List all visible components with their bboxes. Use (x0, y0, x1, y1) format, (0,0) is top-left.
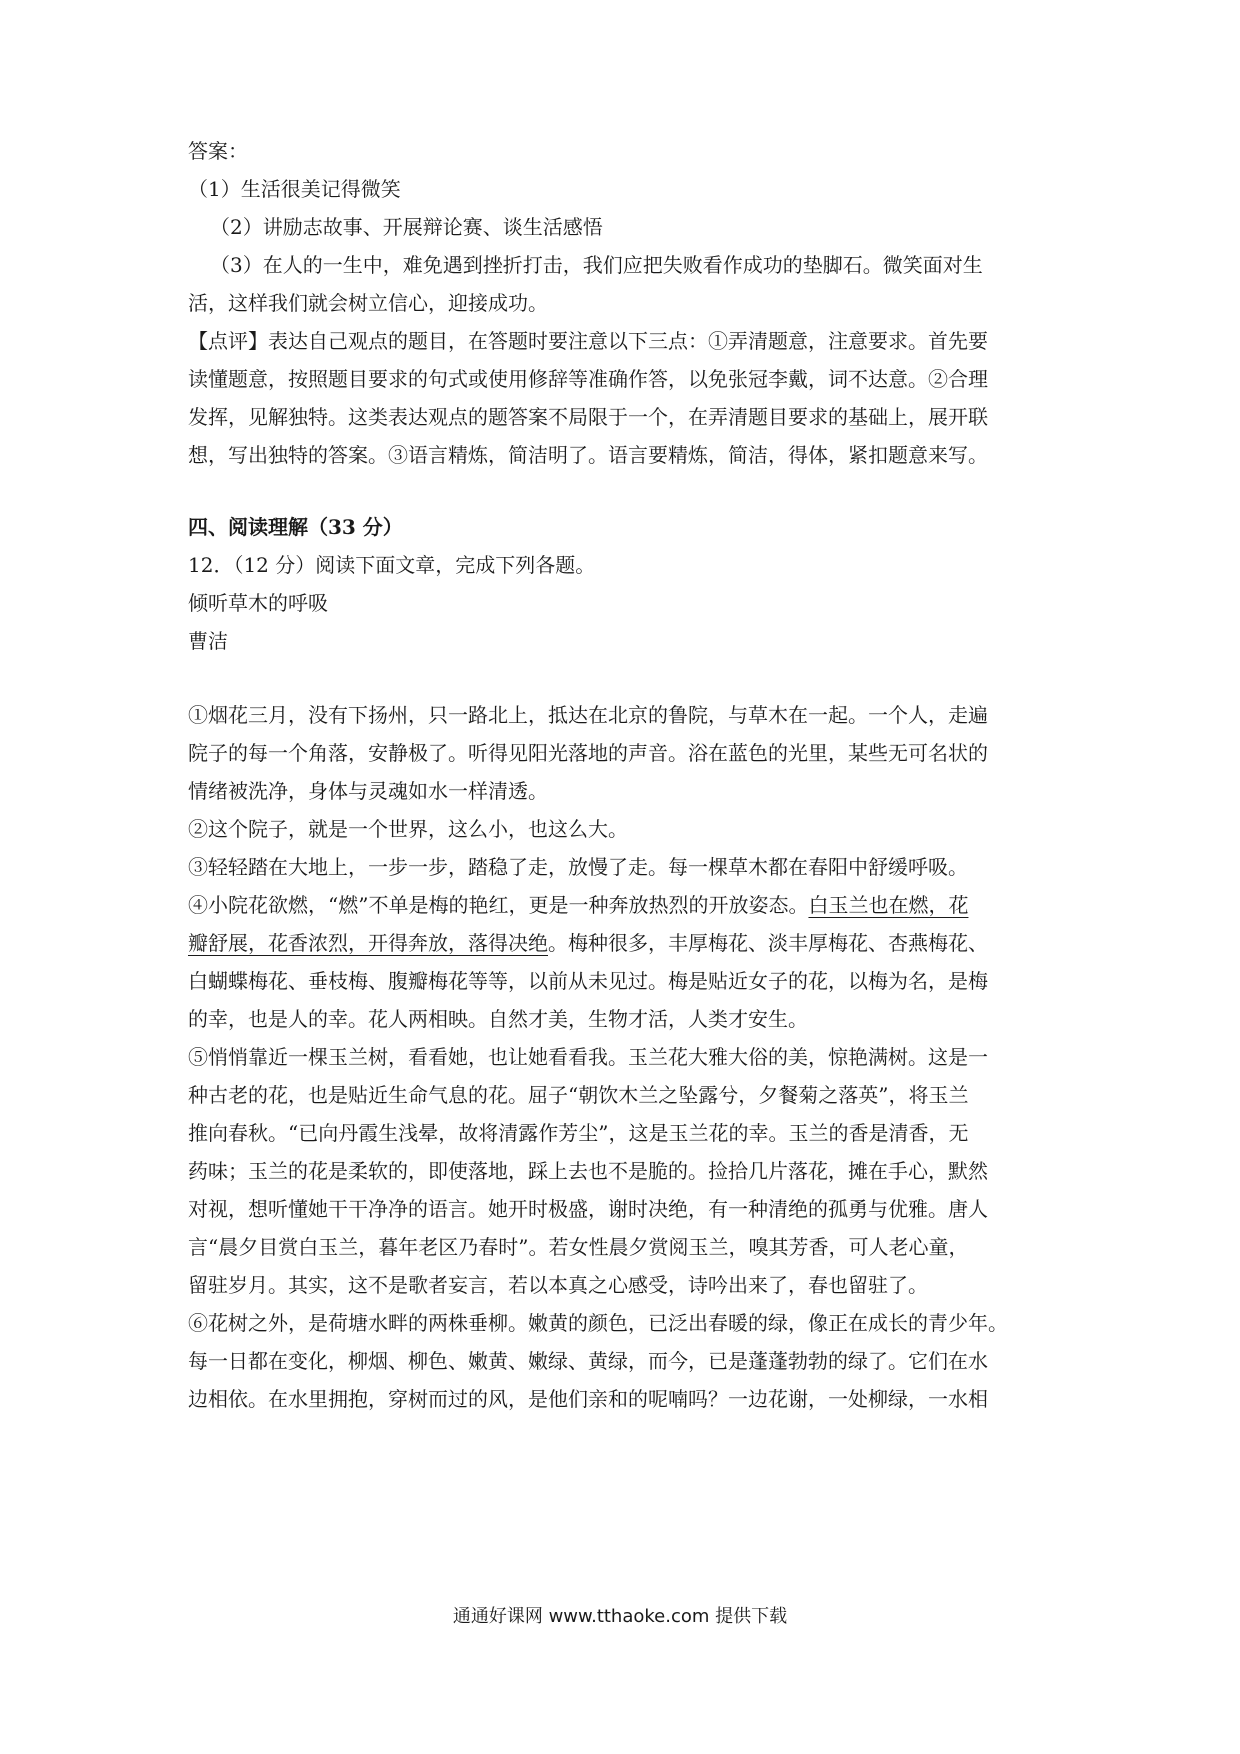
p5-line-3: 推向春秋。“已向丹霞生浅晕，故将清露作芳尘”，这是玉兰花的幸。玉兰的香是清香，无 (188, 1121, 969, 1145)
p4-line-1-plain: ④小院花欲燃，“燃”不单是梅的艳红，更是一种奔放热烈的开放姿态。 (188, 893, 809, 917)
p1-line-1: ①烟花三月，没有下扬州，只一路北上，抵达在北京的鲁院，与草木在一起。一个人，走遍 (188, 703, 988, 727)
comment-line-1: 【点评】表达自己观点的题目，在答题时要注意以下三点：①弄清题意，注意要求。首先要 (188, 329, 988, 353)
answer-heading: 答案： (188, 139, 248, 163)
comment-line-3: 发挥，见解独特。这类表达观点的题答案不局限于一个，在弄清题目要求的基础上，展开联 (188, 405, 988, 429)
p6-line-2: 每一日都在变化，柳烟、柳色、嫩黄、嫩绿、黄绿，而今，已是蓬蓬勃勃的绿了。它们在水 (188, 1349, 988, 1373)
p1-line-2: 院子的每一个角落，安静极了。听得见阳光落地的声音。浴在蓝色的光里，某些无可名状的 (188, 741, 988, 765)
comment-line-2: 读懂题意，按照题目要求的句式或使用修辞等准确作答，以免张冠李戴，词不达意。②合理 (188, 367, 988, 391)
answer-item-3-cont: 活，这样我们就会树立信心，迎接成功。 (188, 291, 548, 315)
p4-underlined-sentence-start: 白玉兰也在燃，花 (808, 893, 969, 917)
p6-line-1: ⑥花树之外，是荷塘水畔的两株垂柳。嫩黄的颜色，已泛出春暖的绿，像正在成长的青少年。 (188, 1311, 1008, 1335)
article-author: 曹洁 (188, 629, 228, 653)
p1-line-3: 情绪被洗净，身体与灵魂如水一样清透。 (188, 779, 548, 803)
p4-line-3: 白蝴蝶梅花、垂枝梅、腹瓣梅花等等，以前从未见过。梅是贴近女子的花，以梅为名，是梅 (188, 969, 988, 993)
page-footer: 通通好课网 www.tthaoke.com 提供下载 (452, 1606, 788, 1627)
p3-line: ③轻轻踏在大地上，一步一步，踏稳了走，放慢了走。每一棵草木都在春阳中舒缓呼吸。 (188, 855, 968, 879)
section-title: 四、阅读理解（33 分） (188, 515, 403, 539)
p2-line: ②这个院子，就是一个世界，这么小，也这么大。 (188, 817, 628, 841)
p4-line-2 (188, 928, 1063, 958)
p5-line-7: 留驻岁月。其实，这不是歌者妄言，若以本真之心感受，诗吟出来了，春也留驻了。 (188, 1273, 928, 1297)
answer-item-1: （1）生活很美记得微笑 (188, 177, 401, 201)
p5-line-1: ⑤悄悄靠近一棵玉兰树，看看她，也让她看看我。玉兰花大雅大俗的美，惊艳满树。这是一 (188, 1045, 988, 1069)
question-stem: 12．（12 分）阅读下面文章，完成下列各题。 (188, 553, 596, 577)
p4-line-2-plain: 。梅种很多，丰厚梅花、淡丰厚梅花、杏燕梅花、 (548, 931, 988, 955)
answer-item-3: （3）在人的一生中，难免遇到挫折打击，我们应把失败看作成功的垫脚石。微笑面对生 (210, 253, 983, 277)
p5-line-2: 种古老的花，也是贴近生命气息的花。屈子“朝饮木兰之坠露兮，夕餐菊之落英”，将玉兰 (188, 1083, 969, 1107)
p5-line-6: 言“晨夕目赏白玉兰，暮年老区乃春时”。若女性晨夕赏阅玉兰，嗅其芳香，可人老心童， (188, 1235, 969, 1259)
p6-line-3: 边相依。在水里拥抱，穿树而过的风，是他们亲和的呢喃吗？一边花谢，一处柳绿，一水相 (188, 1387, 988, 1411)
article-title: 倾听草木的呼吸 (188, 591, 328, 615)
answer-item-2: （2）讲励志故事、开展辩论赛、谈生活感悟 (210, 215, 603, 239)
comment-line-4: 想，写出独特的答案。③语言精炼，简洁明了。语言要精炼，简洁，得体，紧扣题意来写。 (188, 443, 988, 467)
p4-underlined-sentence-end: 瓣舒展，花香浓烈，开得奔放，落得决绝 (188, 931, 548, 955)
p4-line-1 (188, 890, 1063, 920)
p4-line-4: 的幸，也是人的幸。花人两相映。自然才美，生物才活，人类才安生。 (188, 1007, 808, 1031)
p5-line-5: 对视，想听懂她干干净净的语言。她开时极盛，谢时决绝，有一种清绝的孤勇与优雅。唐人 (188, 1197, 988, 1221)
p5-line-4: 药味；玉兰的花是柔软的，即使落地，踩上去也不是脆的。捡拾几片落花，摊在手心，默然 (188, 1159, 988, 1183)
